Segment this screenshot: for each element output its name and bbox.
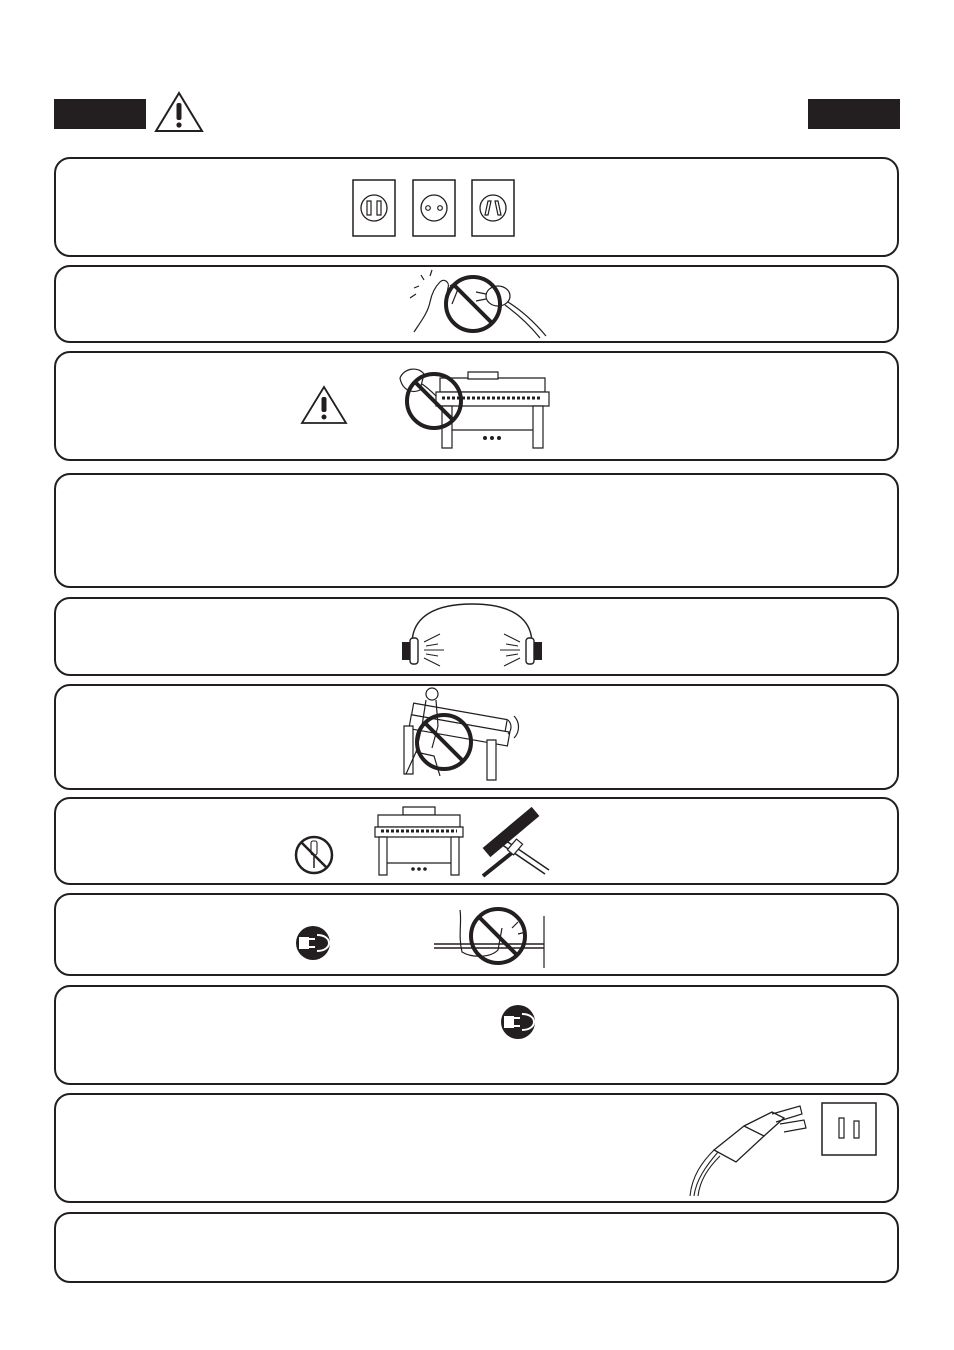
header-left-label-block xyxy=(54,99,146,129)
tools-icon xyxy=(473,800,553,880)
warning-triangle-icon xyxy=(154,91,204,133)
caution-triangle-icon xyxy=(300,385,348,425)
leaning-on-piano-prohibited-icon xyxy=(392,686,527,786)
wet-hands-plug-prohibited-icon xyxy=(400,268,550,338)
outlet-240v-icon xyxy=(471,179,515,237)
polarized-plug-icon xyxy=(684,1100,814,1198)
header-right-label-block xyxy=(808,99,900,129)
outlet-120v-icon xyxy=(352,179,396,237)
outlet-230v-icon xyxy=(412,179,456,237)
pulling-cord-prohibited-icon xyxy=(432,898,550,970)
headphones-icon xyxy=(398,602,546,670)
polarized-outlet-icon xyxy=(821,1102,877,1156)
safety-item-4 xyxy=(54,473,899,588)
unplug-icon xyxy=(295,925,335,961)
disassemble-prohibited-icon xyxy=(292,835,336,875)
digital-piano-icon xyxy=(373,805,465,877)
safety-item-11 xyxy=(54,1212,899,1283)
safety-item-unplug-unused xyxy=(54,985,899,1085)
unplug-icon xyxy=(500,1004,540,1040)
liquid-on-piano-prohibited-icon xyxy=(390,360,550,455)
